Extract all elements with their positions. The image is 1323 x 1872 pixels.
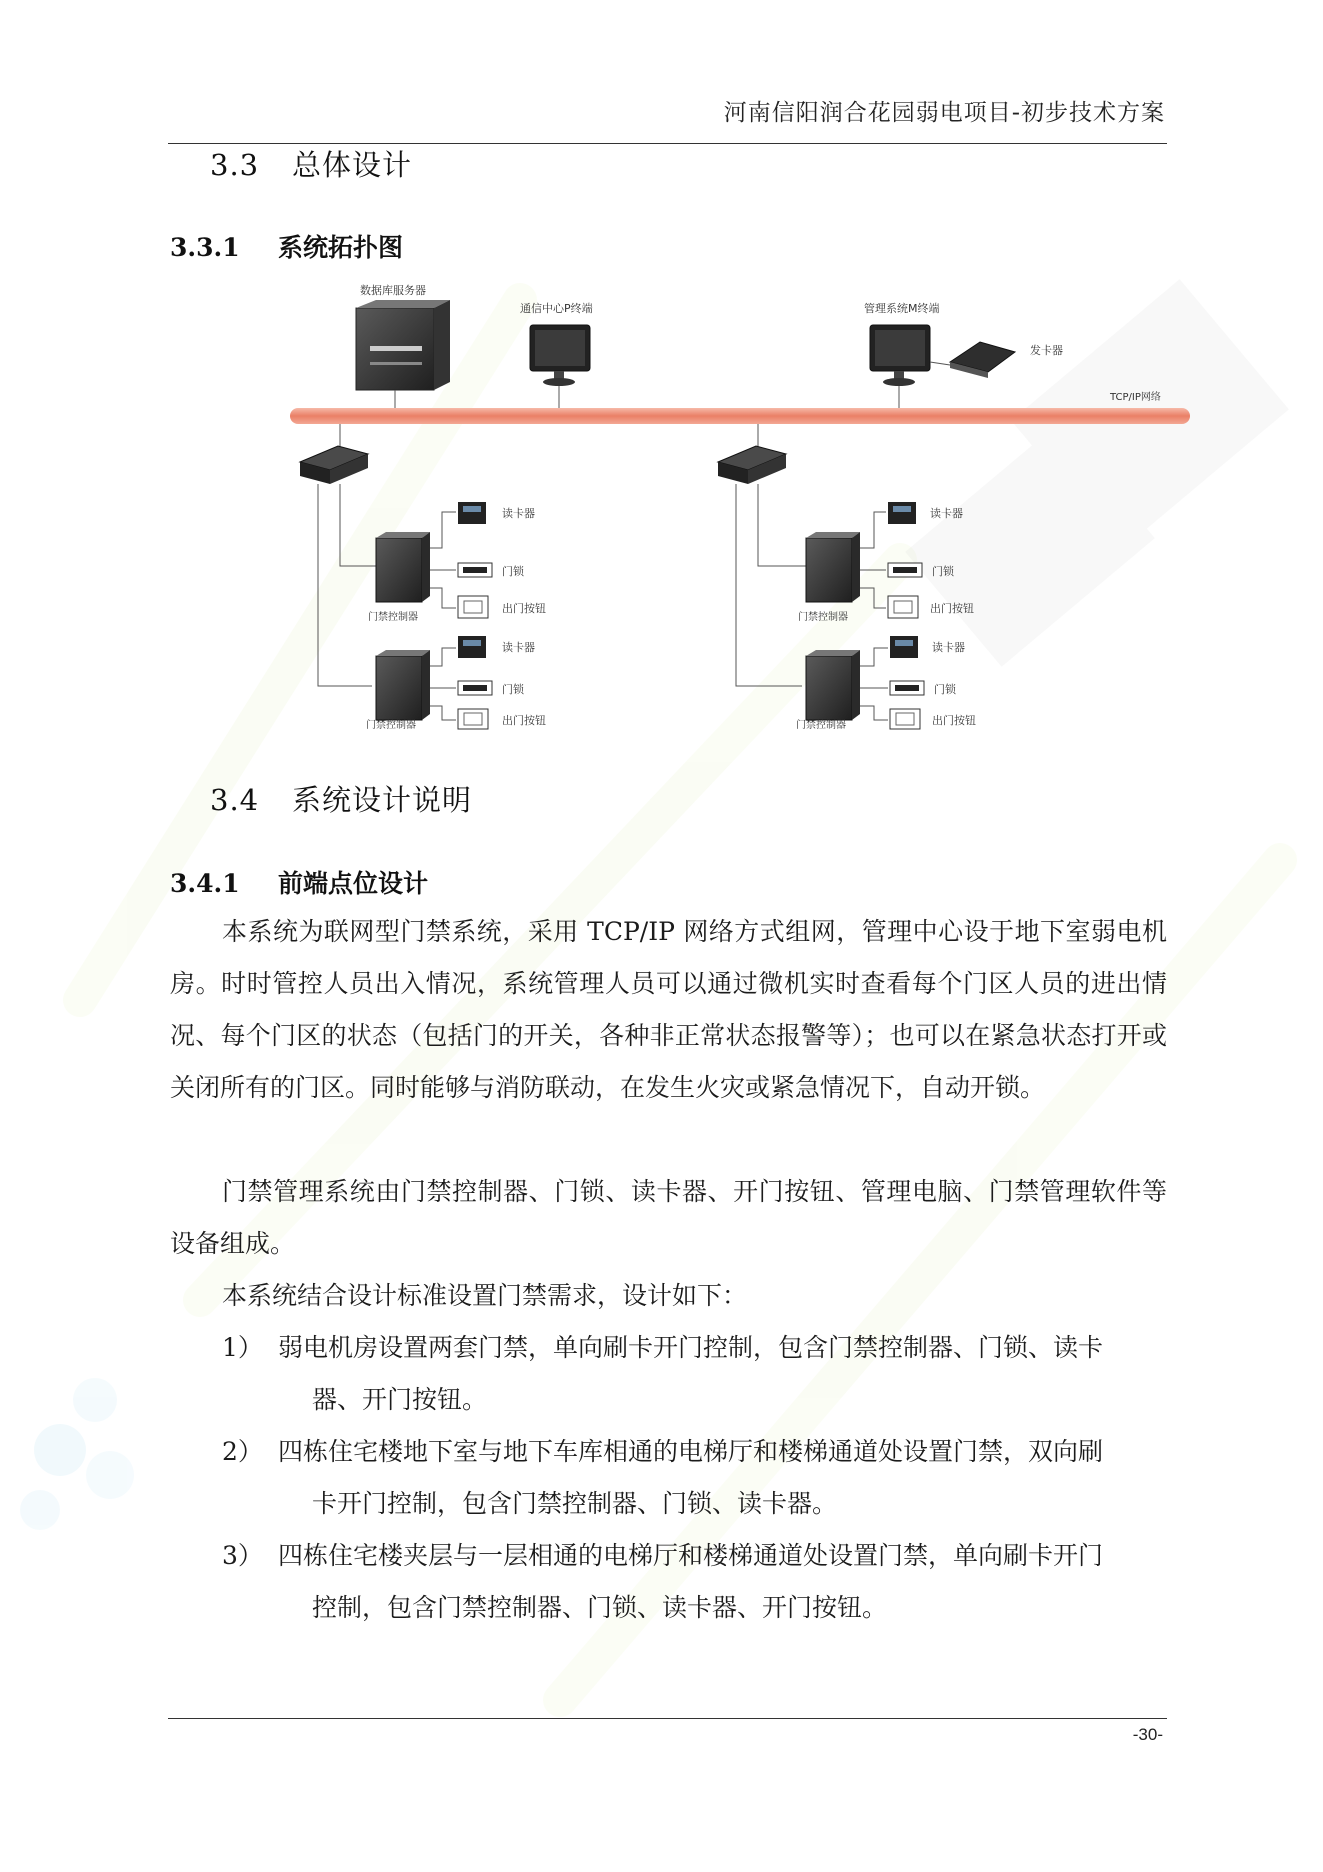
label-reader: 读卡器 xyxy=(502,641,535,654)
heading-text: 前端点位设计 xyxy=(278,869,429,898)
heading-3-3 xyxy=(210,143,412,184)
label-lock: 门锁 xyxy=(934,683,956,696)
footer-rule xyxy=(168,1718,1167,1719)
label-comm-center: 通信中心P终端 xyxy=(520,302,593,315)
label-exit-button: 出门按钮 xyxy=(502,602,546,615)
access-controller xyxy=(366,650,430,730)
exit-button xyxy=(458,709,488,729)
label-lock: 门锁 xyxy=(502,683,524,696)
header-title: 河南信阳润合花园弱电项目-初步技术方案 xyxy=(723,100,1165,126)
exit-button xyxy=(888,596,918,618)
card-reader xyxy=(458,502,486,524)
list-text-continuation: 器、开门按钮。 xyxy=(312,1385,488,1414)
list-text-line: 四栋住宅楼地下室与地下车库相通的电梯厅和楼梯通道处设置门禁，双向刷 xyxy=(278,1437,1104,1466)
label-reader: 读卡器 xyxy=(930,507,963,520)
paragraph-components: 门禁管理系统由门禁控制器、门锁、读卡器、开门按钮、管理电脑、门禁管理软件等设备组成。 xyxy=(170,1177,1167,1258)
heading-3-4 xyxy=(210,778,472,819)
card-issuer xyxy=(930,342,1063,378)
card-reader xyxy=(458,636,486,658)
list-text-line: 四栋住宅楼夹层与一层相通的电梯厅和楼梯通道处设置门禁，单向刷卡开门 xyxy=(278,1541,1104,1570)
access-controller xyxy=(798,532,860,623)
label-reader: 读卡器 xyxy=(502,507,535,520)
list-item xyxy=(222,1322,1167,1426)
card-reader xyxy=(890,636,918,658)
heading-text: 总体设计 xyxy=(292,148,413,182)
label-reader: 读卡器 xyxy=(932,641,965,654)
heading-number: 3.4 xyxy=(210,783,260,817)
door-lock xyxy=(890,681,924,695)
controller-group-right xyxy=(718,424,976,730)
access-controller xyxy=(796,650,860,730)
paragraph-design-intro: 本系统结合设计标准设置门禁需求，设计如下： xyxy=(222,1281,748,1310)
list-marker: 1） xyxy=(222,1333,263,1362)
label-network: TCP/IP网络 xyxy=(1110,392,1161,403)
label-lock: 门锁 xyxy=(932,565,954,578)
controller-group-left xyxy=(300,424,546,730)
exit-button xyxy=(890,709,920,729)
heading-3-3-1 xyxy=(170,228,403,264)
heading-3-4-1 xyxy=(170,864,428,900)
label-exit-button: 出门按钮 xyxy=(502,714,546,727)
management-terminal xyxy=(864,301,940,410)
list-marker: 3） xyxy=(222,1541,263,1570)
label-controller: 门禁控制器 xyxy=(366,720,416,730)
list-text-line: 弱电机房设置两套门禁，单向刷卡开门控制，包含门禁控制器、门锁、读卡 xyxy=(278,1333,1104,1362)
exit-button xyxy=(458,596,488,618)
door-lock xyxy=(458,681,492,695)
label-mgmt-terminal: 管理系统M终端 xyxy=(864,302,940,315)
label-controller: 门禁控制器 xyxy=(798,612,848,623)
card-reader xyxy=(888,502,916,524)
list-text-continuation: 卡开门控制，包含门禁控制器、门锁、读卡器。 xyxy=(312,1489,838,1518)
database-server xyxy=(356,283,450,410)
label-lock: 门锁 xyxy=(502,565,524,578)
heading-text: 系统设计说明 xyxy=(292,783,473,817)
door-lock xyxy=(458,563,492,577)
door-lock xyxy=(888,563,922,577)
label-controller: 门禁控制器 xyxy=(796,720,846,730)
list-item xyxy=(222,1530,1167,1634)
label-exit-button: 出门按钮 xyxy=(930,602,974,615)
label-controller: 门禁控制器 xyxy=(368,612,418,623)
network-bus xyxy=(290,390,1190,424)
label-exit-button: 出门按钮 xyxy=(932,714,976,727)
comm-center-terminal xyxy=(520,301,593,410)
page-number: -30- xyxy=(1132,1725,1163,1744)
heading-number: 3.3 xyxy=(210,148,260,182)
label-db-server: 数据库服务器 xyxy=(360,284,426,297)
topology-diagram xyxy=(280,270,1200,730)
access-controller xyxy=(368,532,430,623)
heading-text: 系统拓扑图 xyxy=(278,233,404,262)
heading-number: 3.3.1 xyxy=(170,233,240,262)
heading-number: 3.4.1 xyxy=(170,869,240,898)
list-text-continuation: 控制，包含门禁控制器、门锁、读卡器、开门按钮。 xyxy=(312,1593,888,1622)
list-item xyxy=(222,1426,1167,1530)
paragraph-intro: 本系统为联网型门禁系统，采用 TCP/IP 网络方式组网，管理中心设于地下室弱电机房。时时管控人员出入情况，系统管理人员可以通过微机实时查看每个门区人员的进出情况、每个门区的状态（包括门的开关，各种非正常状态报警等）；也可以在紧急状态打开或关闭所有的门区。同时能够与消防联动，在发生火灾或紧急情况下，自动开锁。 xyxy=(170,917,1167,1102)
list-marker: 2） xyxy=(222,1437,263,1466)
label-card-issuer: 发卡器 xyxy=(1030,344,1063,357)
